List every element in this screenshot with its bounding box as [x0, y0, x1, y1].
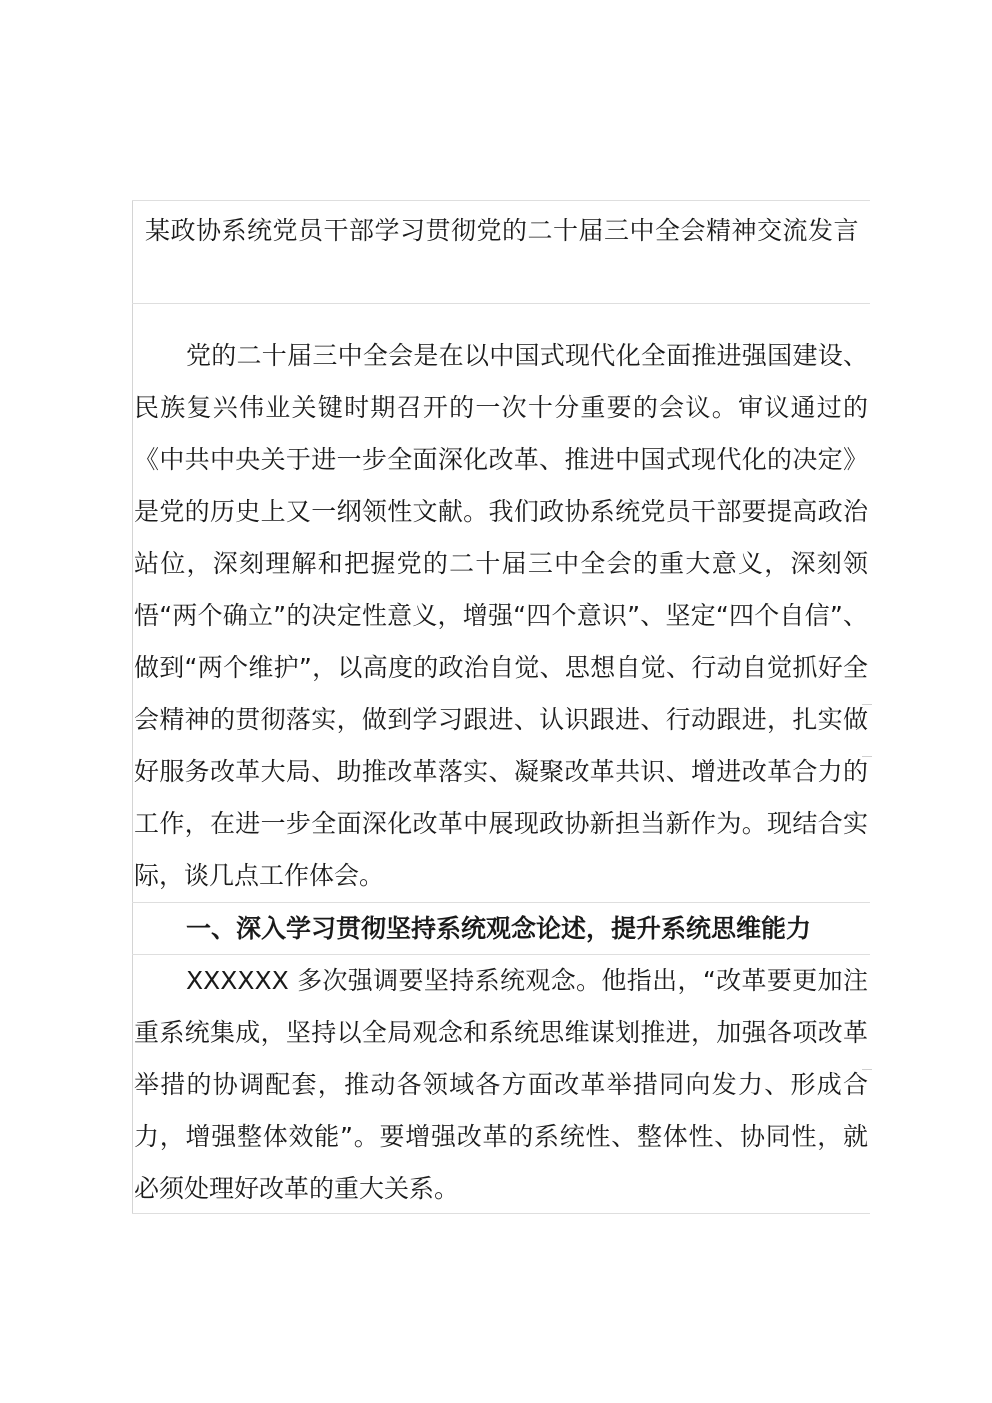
title-divider-line: [132, 303, 870, 304]
frame-top-line: [132, 200, 870, 201]
document-title: 某政协系统党员干部学习贯彻党的二十届三中全会精神交流发言: [144, 216, 859, 245]
section-heading: 一、深入学习贯彻坚持系统观念论述，提升系统思维能力: [186, 914, 812, 943]
section-paragraph: XXXXXX 多次强调要坚持系统观念。他指出，“改革要更加注重系统集成，坚持以全局观念和系统思维谋划推进，加强各项改革举措的协调配套，推动各领域各方面改革举措同向发力、形成合力，增强整体效能”。要增强改革的系统性、整体性、协同性，就必须处理好改革的重大关系。: [134, 966, 868, 1203]
page-frame-left-border: [132, 200, 133, 1214]
intro-paragraph: 党的二十届三中全会是在以中国式现代化全面推进强国建设、民族复兴伟业关键时期召开的一次十分重要的会议。审议通过的《中共中央关于进一步全面深化改革、推进中国式现代化的决定》是党的历史上又一纲领性文献。我们政协系统党员干部要提高政治站位，深刻理解和把握党的二十届三中全会的重大意义，深刻领悟“两个确立”的决定性意义，增强“四个意识”、坚定“四个自信”、做到“两个维护”，以高度的政治自觉、思想自觉、行动自觉抓好全会精神的贯彻落实，做到学习跟进、认识跟进、行动跟进，扎实做好服务改革大局、助推改革落实、凝聚改革共识、增进改革合力的工作，在进一步全面深化改革中展现政协新担当新作为。现结合实际，谈几点工作体会。: [134, 341, 868, 890]
